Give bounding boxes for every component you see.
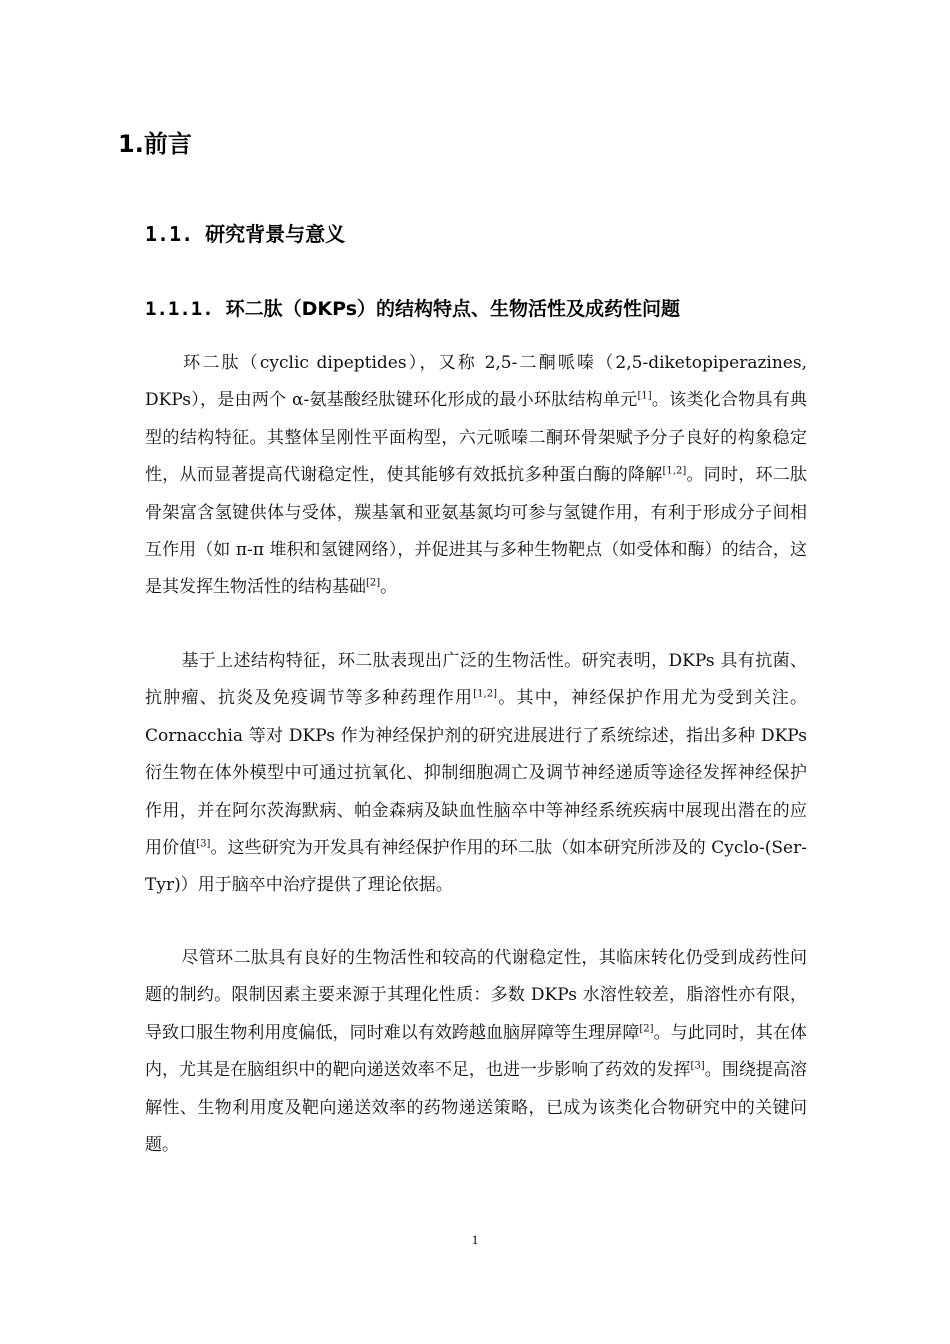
subsection-title: 环二肽（DKPs）的结构特点、生物活性及成药性问题	[225, 298, 681, 320]
citation-reference: [1]	[637, 390, 652, 402]
paragraph-text: 。该类化合物具有典型的结构特征。其整体呈刚性平面构型，六元哌嗪二酮环骨架赋予分子良好的构象稳定性，从而显著提高代谢稳定性，使其能够有效抵抗多种蛋白酶的降解	[145, 390, 808, 486]
page-number: 1	[471, 1232, 479, 1247]
citation-reference: [3]	[196, 838, 211, 850]
paragraph-text: 。同时，环二肽骨架富含氢键供体与受体，羰基氧和亚氨基氮均可参与氢键作用，有利于形成分子间相互作用（如 π-π 堆积和氢键网络），并促进其与多种生物靶点（如受体和酶）的结合，这是其发挥生物活性的结构基础	[145, 465, 808, 598]
section-heading	[145, 218, 345, 247]
citation-reference: [1,2]	[662, 465, 687, 477]
subsection-heading	[145, 294, 680, 321]
paragraph-text: 。其中，神经保护作用尤为受到关注。Cornacchia 等对 DKPs 作为神经保护剂的研究进展进行了系统综述，指出多种 DKPs 衍生物在体外模型中可通过抗氧化、抑制细胞凋亡及调节神经递质等途径发挥神经保护作用，并在阿尔茨海默病、帕金森病及缺血性脑卒中等神经系统疾病中展现出潜在的应用价值	[145, 688, 808, 859]
paragraph-text: 基于上述结构特征，环二肽表现出广泛的生物活性。研究表明，DKPs 具有抗菌、抗肿瘤、抗炎及免疫调节等多种药理作用	[145, 651, 807, 709]
paragraph-text: 尽管环二肽具有良好的生物活性和较高的代谢稳定性，其临床转化仍受到成药性问题的制约。限制因素主要来源于其理化性质：多数 DKPs 水溶性较差，脂溶性亦有限，导致口服生物利用度偏低，同时难以有效跨越血脑屏障等生理屏障	[145, 948, 807, 1043]
body-paragraph	[145, 940, 807, 1164]
body-paragraph	[145, 345, 807, 607]
citation-reference: [2]	[366, 577, 381, 589]
chapter-heading: 1.前言	[118, 130, 192, 158]
paragraph-text: 环二肽（cyclic dipeptides），又称 2,5-二酮哌嗪（2,5-diketopiperazines, DKPs），是由两个 α-氨基酸经肽键环化形成的最小环肽结构单元	[145, 353, 807, 411]
paragraph-text: 。与此同时，其在体内，尤其是在脑组织中的靶向递送效率不足，也进一步影响了药效的发挥	[145, 1022, 808, 1081]
section-title: 研究背景与意义	[205, 222, 346, 246]
body-paragraph	[145, 643, 807, 905]
paragraph-text: 。这些研究为开发具有神经保护作用的环二肽（如本研究所涉及的 Cyclo-(Ser-Tyr)）用于脑卒中治疗提供了理论依据。	[145, 838, 807, 896]
section-number: 1.1.	[145, 222, 194, 246]
subsection-number: 1.1.1.	[145, 298, 214, 320]
paragraph-text: 。	[380, 577, 398, 598]
citation-reference: [1,2]	[473, 688, 497, 700]
paragraph-text: 。围绕提高溶解性、生物利用度及靶向递送效率的药物递送策略，已成为该类化合物研究中的关键问题。	[145, 1060, 808, 1156]
citation-reference: [3]	[690, 1060, 705, 1072]
citation-reference: [2]	[639, 1023, 654, 1035]
